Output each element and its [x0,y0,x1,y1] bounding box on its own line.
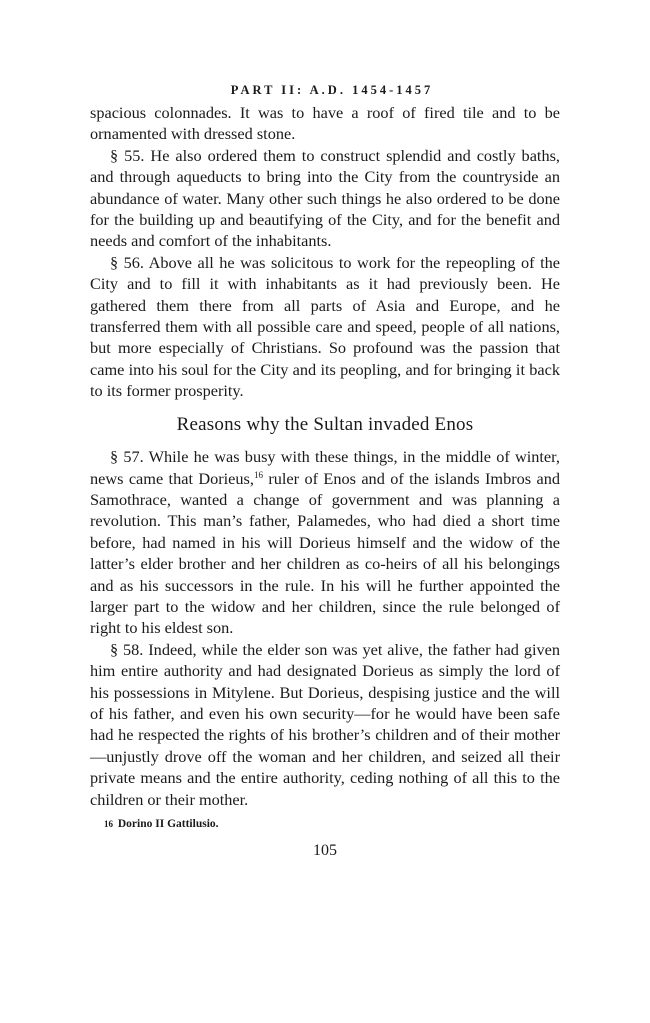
footnote [104,818,560,830]
paragraph-56: § 56. Above all he was solicitous to work for the repeopling of the City and to fill it with inhabitants as it had previously been. He gathered them there from all parts of Asia and Europe, and he transferred them with all possible care and speed, people of all nations, but more especially of Christians. So profound was the passion that came into his soul for the City and its peopling, and for bringing it back to its former prosperity. [90,252,560,401]
paragraph-continuation: spacious colonnades. It was to have a roof of fired tile and to be ornamented with dressed stone. [90,103,560,144]
paragraph-57-part-2: ruler of Enos and of the islands Imbros and Samothrace, wanted a change of government and was planning a revolution. This man’s father, Palamedes, who had died a short time before, had named in his will Dorieus himself and the widow of the latter’s elder brother and her children as co-heirs of all his belongings and as his successors in the rule. In his will he further appointed the larger part to the widow and her children, since the rule belonged of right to his eldest son. [90,468,561,638]
footnote-reference[interactable]: 16 [253,469,263,480]
book-page [90,78,560,860]
paragraph-57 [90,446,560,639]
running-head: PART II: A.D. 1454-1457 [230,83,434,97]
body-text [90,102,560,810]
footnote-mark: 16 [104,819,113,829]
paragraph-57-part-1: § 57. While he was busy with these things, in the middle of winter, news came that Dorieus, [90,447,560,488]
page-number: 105 [313,842,337,859]
footnote-text: Dorino II Gattilusio. [117,818,219,830]
paragraph-55: § 55. He also ordered them to construct splendid and costly baths, and through aqueducts to bring into the City from the countryside an abundance of water. Many other such things he also ordered to be done for the building up and beautifying of the City, and for the benefit and needs and comfort of the inhabitants. [90,145,560,251]
paragraph-58: § 58. Indeed, while the elder son was yet alive, the father had given him entire authority and had designated Dorieus as simply the lord of his possessions in Mitylene. But Dorieus, despising justice and the will of his father, and even his own security—for he would have been safe had he respected the rights of his brother’s children and of their mother—unjustly drove off the woman and her children, and seized all their private means and the entire authority, ceding nothing of all this to the children or their mother. [90,639,560,809]
section-heading: Reasons why the Sultan invaded Enos [176,413,474,435]
